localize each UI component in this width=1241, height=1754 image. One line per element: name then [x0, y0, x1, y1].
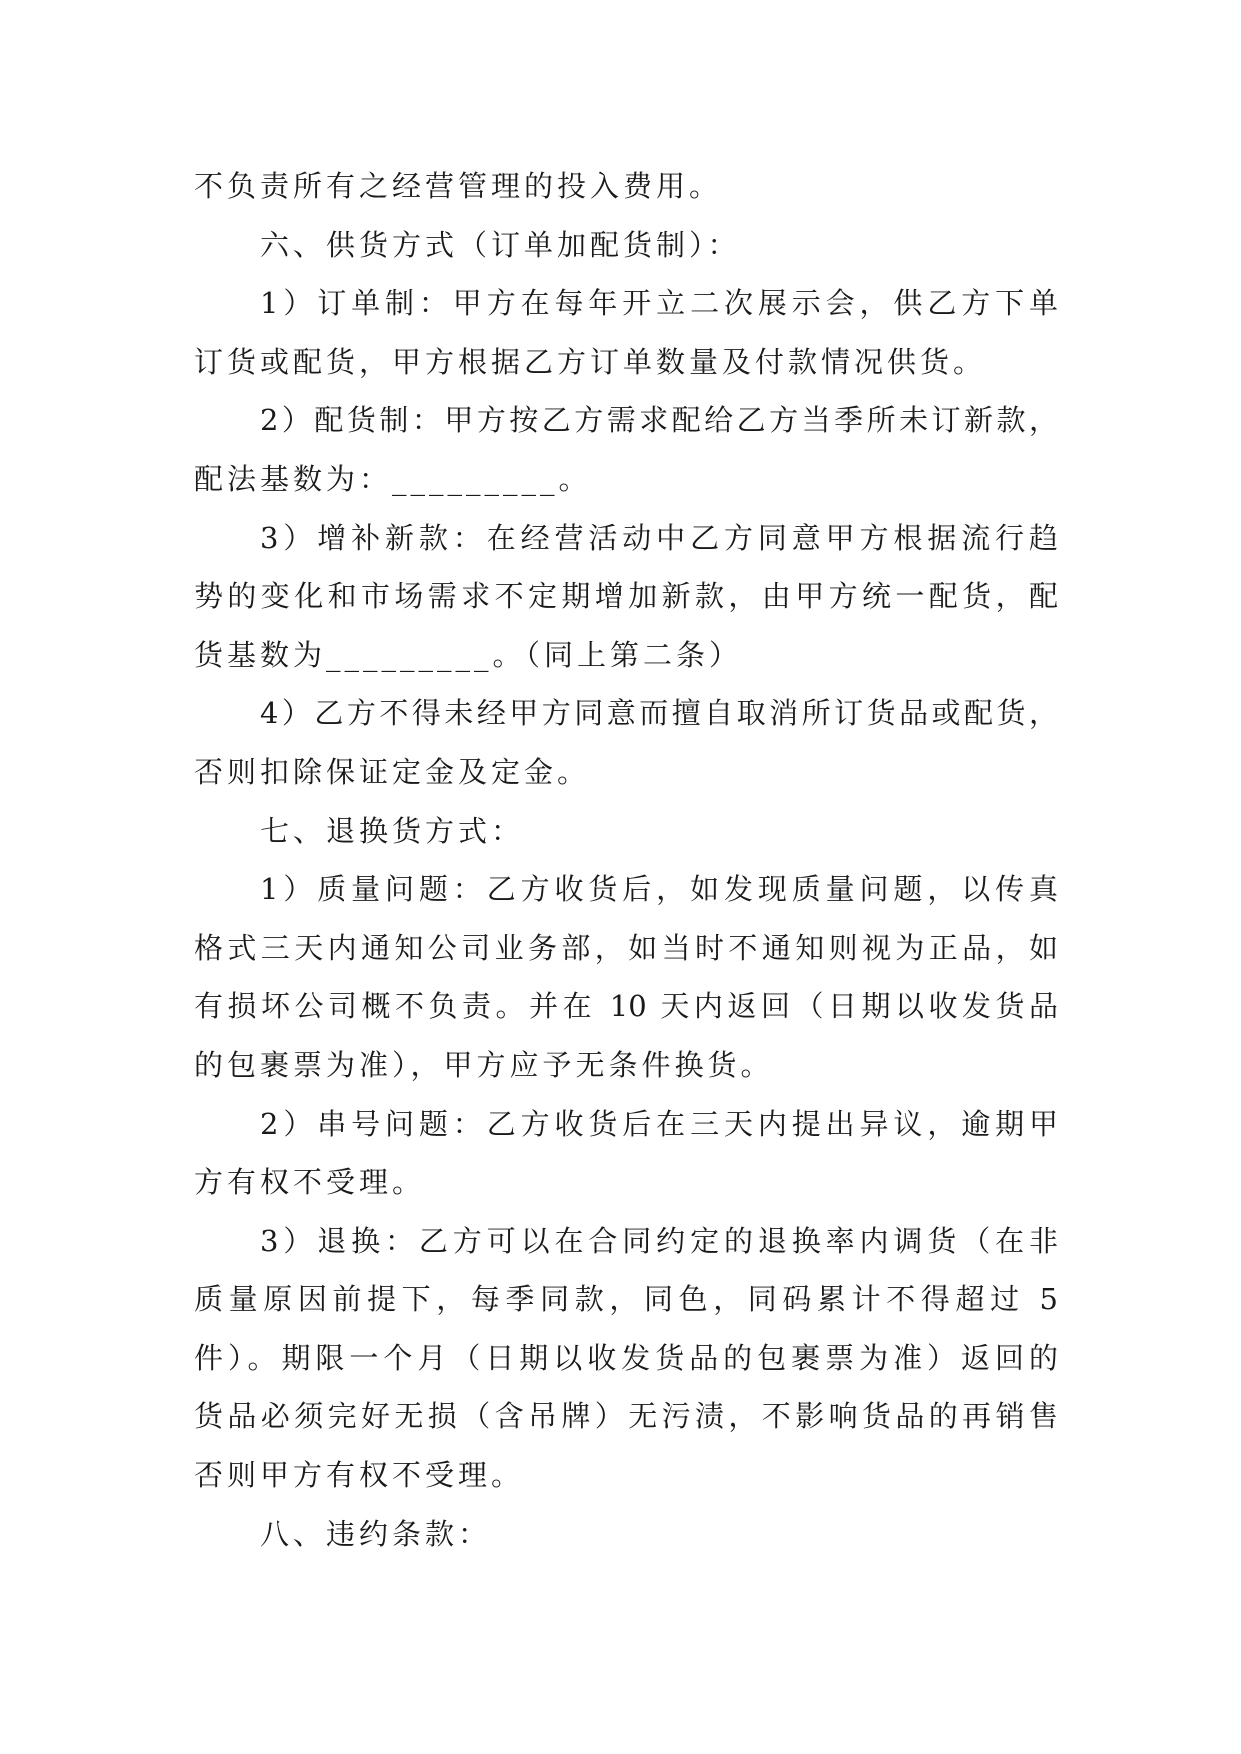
- text-line: 否则扣除保证定金及定金。: [194, 754, 591, 789]
- section-heading-7: [194, 802, 1058, 861]
- text-line: 4）乙方不得未经甲方同意而擅自取消所订货品或配货，: [260, 696, 1058, 731]
- clause-7-2: [194, 1095, 1058, 1212]
- text-line: 八、违约条款：: [260, 1516, 492, 1551]
- text-line: 六、供货方式（订单加配货制）：: [260, 227, 741, 262]
- text-line: 势的变化和市场需求不定期增加新款，由甲方统一配货，配: [194, 579, 1058, 614]
- text-line: 货基数为_________。（同上第二条）: [194, 637, 743, 672]
- text-line: 有损坏公司概不负责。并在 10 天内返回（日期以收发货品: [194, 989, 1058, 1024]
- text-line: 配法基数为：_________。: [194, 461, 592, 496]
- section-heading-6: [194, 216, 1058, 275]
- clause-6-2: [194, 391, 1058, 508]
- text-line: 3）增补新款：在经营活动中乙方同意甲方根据流行趋: [260, 520, 1058, 555]
- text-line: 质量原因前提下，每季同款，同色，同码累计不得超过 5: [194, 1282, 1058, 1317]
- text-line: 1）订单制：甲方在每年开立二次展示会，供乙方下单: [260, 286, 1058, 321]
- text-line: 否则甲方有权不受理。: [194, 1458, 525, 1493]
- text-line: 货品必须完好无损（含吊牌）无污渍，不影响货品的再销售: [194, 1399, 1058, 1434]
- text-line: 件）。期限一个月（日期以收发货品的包裹票为准）返回的: [194, 1340, 1058, 1375]
- clause-6-1: [194, 274, 1058, 391]
- section-heading-8: [194, 1505, 1058, 1564]
- clause-6-3: [194, 509, 1058, 685]
- text-line: 3）退换：乙方可以在合同约定的退换率内调货（在非: [260, 1223, 1058, 1258]
- text-line: 2）串号问题：乙方收货后在三天内提出异议，逾期甲: [260, 1106, 1058, 1141]
- text-line: 2）配货制：甲方按乙方需求配给乙方当季所未订新款，: [260, 403, 1058, 438]
- text-line: 方有权不受理。: [194, 1165, 426, 1200]
- document-body: [194, 157, 1058, 1563]
- text-line: 的包裹票为准），甲方应予无条件换货。: [194, 1047, 774, 1082]
- text-line: 订货或配货，甲方根据乙方订单数量及付款情况供货。: [194, 344, 987, 379]
- paragraph-continuation: [194, 157, 1058, 216]
- clause-7-3: [194, 1212, 1058, 1505]
- text-line: 格式三天内通知公司业务部，如当时不通知则视为正品，如: [194, 930, 1058, 965]
- text-line: 不负责所有之经营管理的投入费用。: [194, 169, 723, 203]
- clause-7-1: [194, 860, 1058, 1094]
- clause-6-4: [194, 684, 1058, 801]
- text-line: 七、退换货方式：: [260, 813, 525, 848]
- text-line: 1）质量问题：乙方收货后，如发现质量问题，以传真: [260, 872, 1058, 907]
